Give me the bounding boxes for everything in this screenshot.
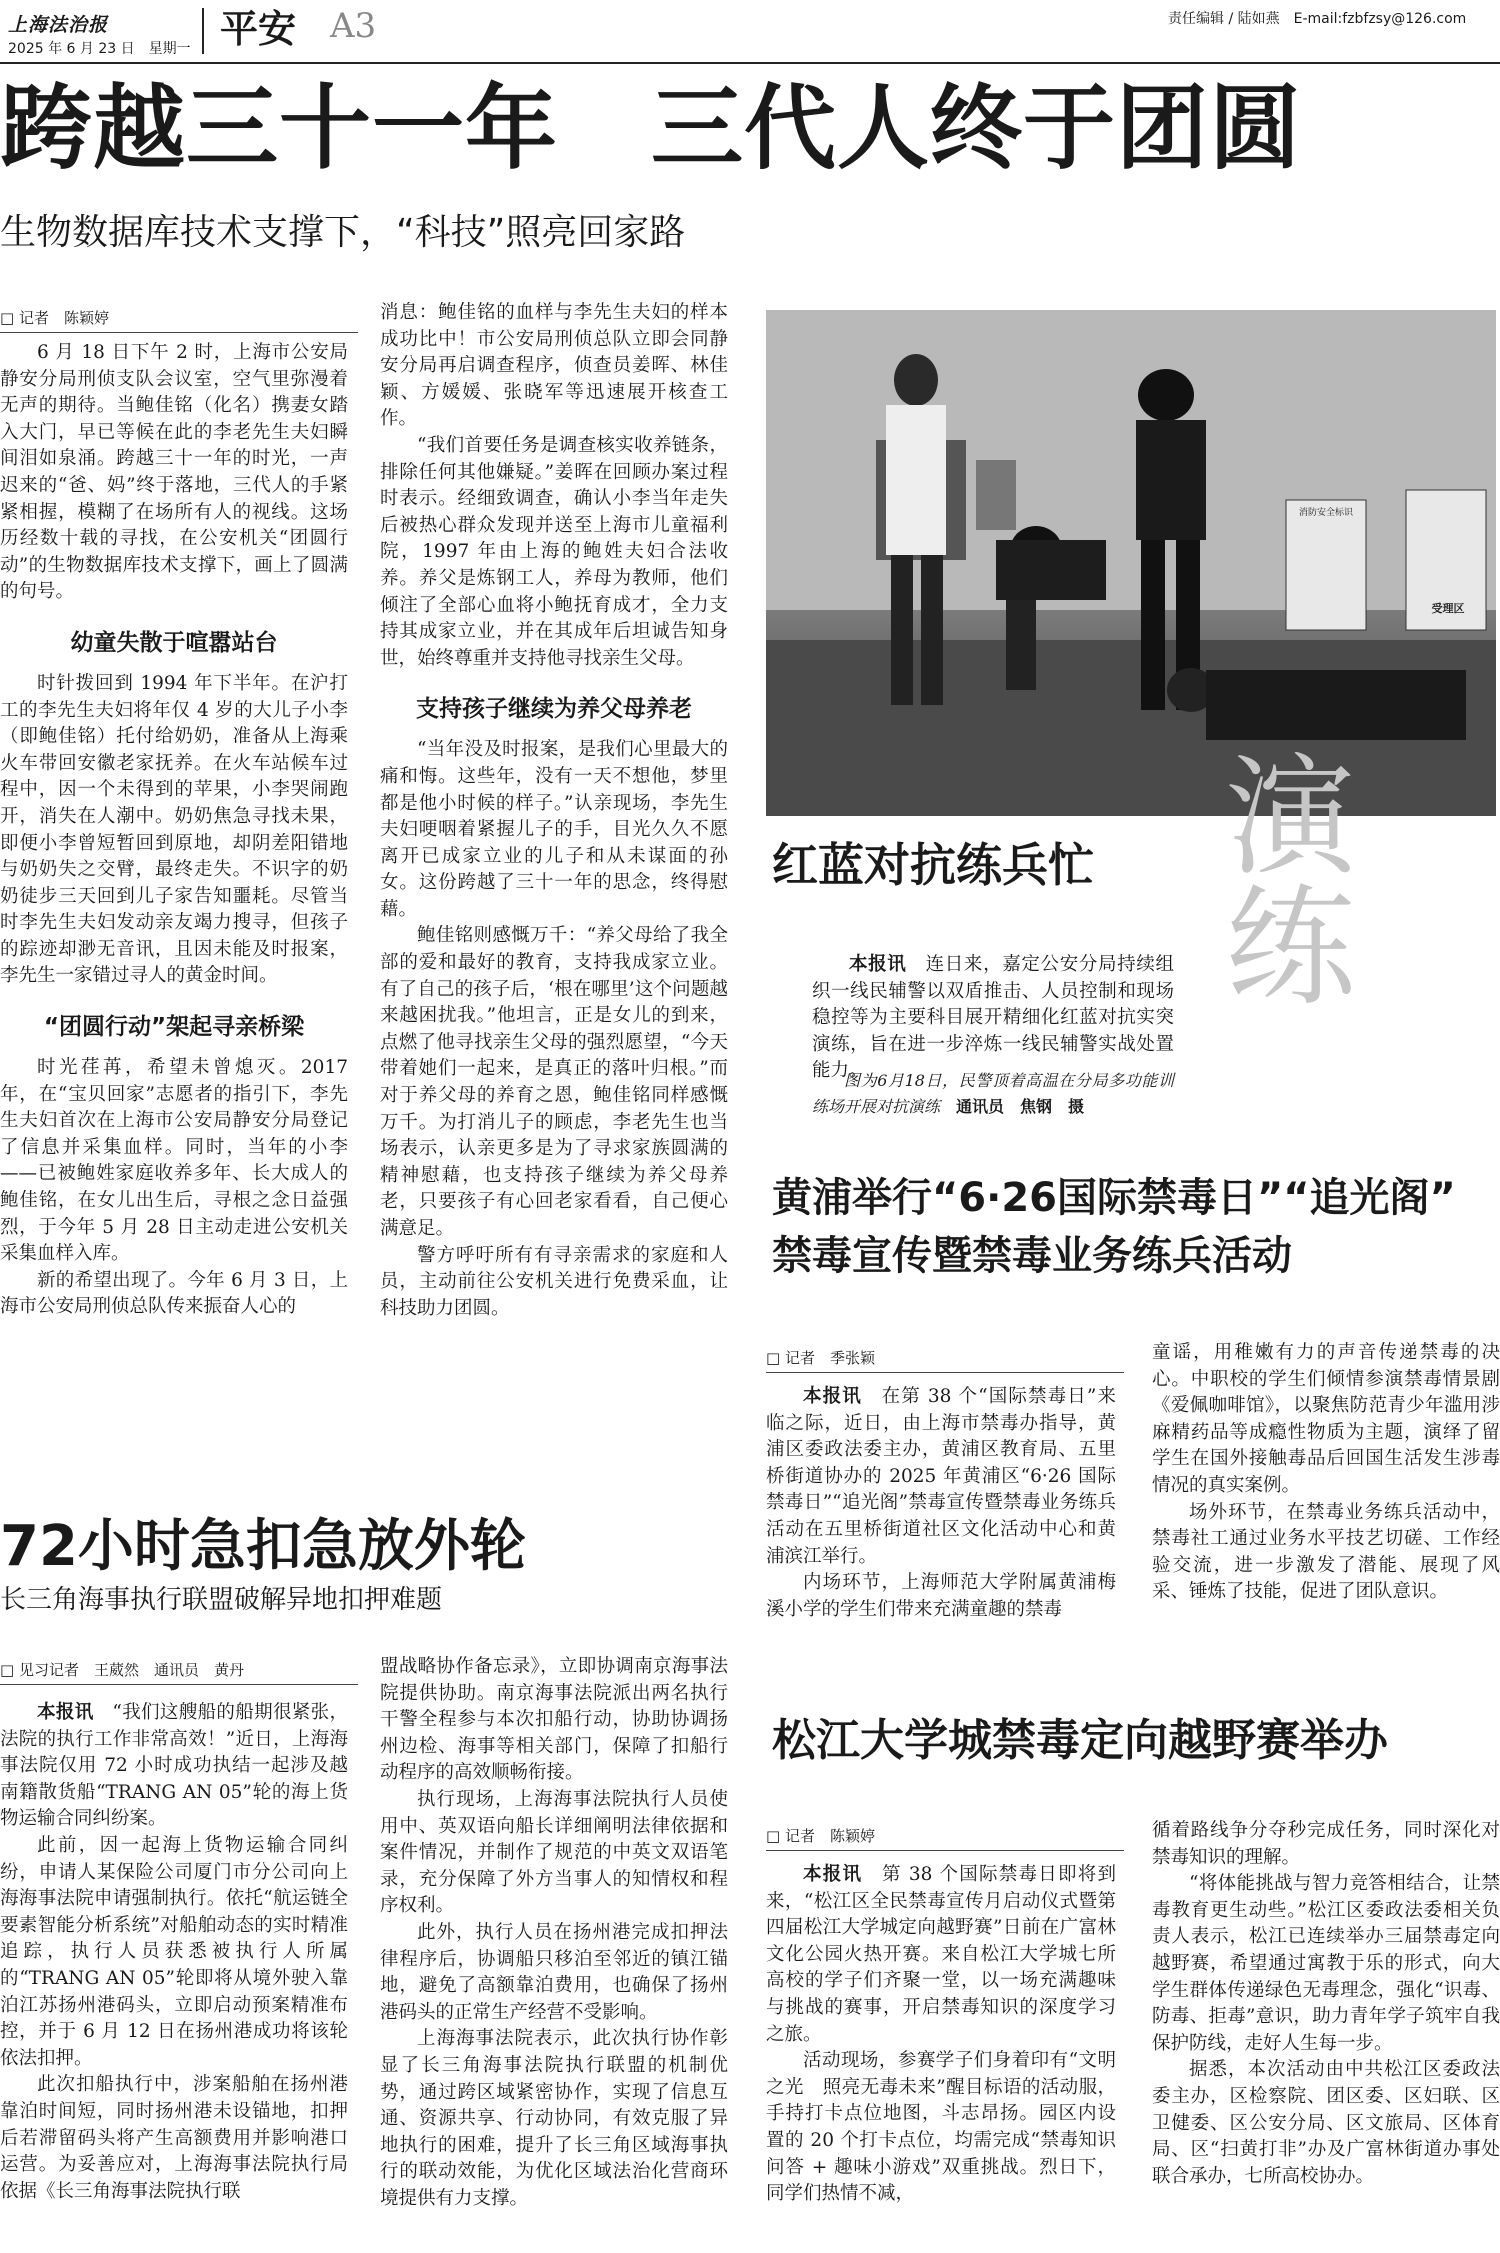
a3-byline: □ 记者 季张颖	[766, 1348, 1124, 1373]
a4-col2	[380, 1654, 728, 2248]
paragraph	[0, 1055, 348, 1268]
paragraph-text: 6 月 18 日下午 2 时，上海市公安局静安分局刑侦支队会议室，空气里弥漫着无声的期待。当鲍佳铭（化名）携妻女踏入大门，早已等候在此的李老先生夫妇瞬间泪如泉涌。跨越三十一年的时光，一声迟来的“爸、妈”终于落地，三代人的手紧紧相握，模糊了在场所有人的视线。这场历经数十载的寻找，在公安机关“团圆行动”的生物数据库技术支撑下，画上了圆满的句号。	[0, 342, 348, 603]
sign-right: 受理区	[1431, 602, 1465, 615]
subheading: “团圆行动”架起寻亲桥梁	[43, 1014, 305, 1041]
a3-col2	[1152, 1340, 1500, 1670]
paragraph	[766, 1862, 1116, 2048]
masthead-rule	[0, 62, 1500, 64]
newspaper-logo: 上海法治报	[8, 14, 109, 36]
dateline-lead: 本报讯	[803, 1386, 862, 1407]
a4-col1	[0, 1700, 348, 2248]
paragraph-text: 活动现场，参赛学子们身着印有“文明之光 照亮无毒未来”醒目标语的活动服，手持打卡点位地图，斗志昂扬。园区内设置的 20 个打卡点位，均需完成“禁毒知识问答 + 趣味小游戏”双重挑战。烈日下，同学们热情不减，	[766, 2050, 1116, 2205]
paragraph-text: 在第 38 个“国际禁毒日”来临之际，近日，由上海市禁毒办指导，黄浦区委政法委主办，黄浦区教育局、五里桥街道协办的 2025 年黄浦区“6·26 国际禁毒日”“追光阁”禁毒宣传暨禁毒业务练兵活动在五里桥街道社区文化活动中心和黄浦滨江举行。	[766, 1386, 1116, 1567]
paragraph-text: 执行现场，上海海事法院执行人员使用中、英双语向船长详细阐明法律依据和案件情况，并制作了规范的中英文双语笔录，充分保障了外方当事人的知情权和程序权利。	[380, 1788, 728, 1917]
paragraph	[0, 671, 348, 990]
paragraph-text: 新的希望出现了。今年 6 月 3 日，上海市公安局刑侦总队传来振奋人心的	[0, 1269, 348, 1318]
paragraph-text: 据悉，本次活动由中共松江区委政法委主办，区检察院、团区委、区妇联、区卫健委、区公安分局、区文旅局、区体育局、区“扫黄打非”办及广富林街道办事处联合承办，七所高校协办。	[1152, 2059, 1500, 2187]
dateline-lead: 本报讯	[803, 1864, 863, 1885]
paragraph	[380, 1787, 728, 1920]
a4-subheadline: 长三角海事执行联盟破解异地扣押难题	[0, 1585, 443, 1615]
subheading: 支持孩子继续为养父母养老	[416, 696, 692, 723]
paragraph-text: 内场环节，上海师范大学附属黄浦梅溪小学的学生们带来充满童趣的禁毒	[766, 1572, 1116, 1620]
page-number: A3	[330, 6, 377, 46]
paragraph-text: 童谣，用稚嫩有力的声音传递禁毒的决心。中职校的学生们倾情参演禁毒情景剧《爱佩咖啡馆》，以聚焦防范青少年滥用涉麻精药品等成瘾性物质为主题，演绎了留学生在国外接触毒品后回国生活发生涉毒情况的真实案例。	[1152, 1342, 1500, 1496]
a1-headline: 跨越三十一年 三代人终于团圆	[0, 75, 1303, 182]
paragraph-text: 警方呼吁所有有寻亲需求的家庭和人员，主动前往公安机关进行免费采血，让科技助力团圆。	[380, 1244, 728, 1319]
a2-body	[812, 952, 1174, 1085]
paragraph-text: 此外，执行人员在扬州港完成扣押法律程序后，协调船只移泊至邻近的镇江锚地，避免了高额靠泊费用，也确保了扬州港码头的正常生产经营不受影响。	[380, 1921, 728, 2023]
a2-caption-text: 图为6月18日，民警顶着高温在分局多功能训练场开展对抗演练	[812, 1071, 1174, 1116]
a1-subheadline: 生物数据库技术支撑下，“科技”照亮回家路	[0, 212, 686, 253]
a4-headline: 72小时急扣急放外轮	[0, 1514, 526, 1579]
paragraph	[380, 923, 728, 1242]
paragraph-text: 盟战略协作备忘录》，立即协调南京海事法院提供协助。南京海事法院派出两名执行干警全程参与本次扣船行动，协助协调扬州边检、海事等相关部门，保障了扣船行动程序的高效顺畅衔接。	[380, 1656, 728, 1784]
dateline-lead: 本报讯	[37, 1702, 94, 1723]
paragraph	[380, 1920, 728, 2026]
paragraph-text: “我们这艘船的船期很紧张，法院的执行工作非常高效！”近日，上海海事法院仅用 72 小时成功执结一起涉及越南籍散货船“TRANG AN 05”轮的海上货物运输合同纠纷案。	[0, 1702, 348, 1830]
paragraph-text: 消息：鲍佳铭的血样与李先生夫妇的样本成功比中！市公安局刑侦总队立即会同静安分局再启调查程序，侦查员姜晖、林佳颖、方媛媛、张晓军等迅速展开核查工作。	[380, 302, 728, 430]
paragraph	[380, 2026, 728, 2212]
a3-col1	[766, 1384, 1116, 1664]
paragraph-text: 上海海事法院表示，此次执行协作彰显了长三角海事法院执行联盟的机制优势，通过跨区域紧密协作，实现了信息互通、资源共享、行动协同，有效克服了异地执行的困难，提升了长三角区域海事执行的联动效能，为优化区域法治化营商环境提供有力支撑。	[380, 2028, 728, 2209]
paragraph-text: “将体能挑战与智力竞答相结合，让禁毒教育更生动些。”松江区委政法委相关负责人表示，松江已连续举办三届禁毒定向越野赛，希望通过寓教于乐的形式，向大学生群体传递绿色无毒理念，强化“识毒、防毒、拒毒”意识，助力青年学子筑牢自我保护防线，走好人生每一步。	[1152, 1873, 1500, 2054]
paragraph	[766, 2048, 1116, 2208]
paragraph	[1152, 1818, 1500, 1871]
paragraph	[1152, 1340, 1500, 1500]
a1-col1	[0, 340, 348, 1520]
paragraph-text: 第 38 个国际禁毒日即将到来，“松江区全民禁毒宣传月启动仪式暨第四届松江大学城定向越野赛”日前在广富林文化公园火热开赛。来自松江大学城七所高校的学子们齐聚一堂，以一场充满趣味与挑战的赛事，开启禁毒知识的深度学习之旅。	[766, 1864, 1116, 2045]
sign-left: 消防安全标识	[1298, 508, 1353, 518]
paragraph-text: 场外环节，在禁毒业务练兵活动中，禁毒社工通过业务水平技艺切磋、工作经验交流，进一步激发了潜能、展现了风采、锤炼了技能，促进了团队意识。	[1152, 1501, 1500, 1603]
paragraph	[380, 1243, 728, 1323]
a3-headline-1: 黄浦举行“6·26国际禁毒日”“追光阁”	[772, 1175, 1456, 1221]
deco-vertical-text: 演练	[1204, 748, 1356, 1008]
a5-col2	[1152, 1818, 1500, 2248]
paragraph	[0, 1833, 348, 2072]
paragraph	[380, 737, 728, 923]
a4-byline: □ 见习记者 王葳然 通讯员 黄丹	[0, 1660, 358, 1685]
paragraph-text: “当年没及时报案，是我们心里最大的痛和悔。这些年，没有一天不想他，梦里都是他小时候的样子。”认亲现场，李先生夫妇哽咽着紧握儿子的手，目光久久不愿离开已成家立业的儿子和从未谋面的孙女。这份跨越了三十一年的思念，终得慰藉。	[380, 739, 728, 920]
a1-byline: □ 记者 陈颖婷	[0, 308, 358, 333]
subheading: 幼童失散于喧嚣站台	[70, 629, 278, 656]
a5-byline: □ 记者 陈颖婷	[766, 1826, 1124, 1851]
paragraph	[380, 1654, 728, 1787]
paragraph	[766, 1384, 1116, 1570]
paragraph-text: 此前，因一起海上货物运输合同纠纷，申请人某保险公司厦门市分公司向上海海事法院申请强制执行。依托“航运链全要素智能分析系统”对船舶动态的实时精准追踪，执行人员获悉被执行人所属的“TRANG AN 05”轮即将从境外驶入靠泊江苏扬州港码头，立即启动预案精准布控，并于 6 月 12 日在扬州港成功将该轮依法扣押。	[0, 1834, 348, 2069]
paragraph	[380, 433, 728, 672]
a5-headline: 松江大学城禁毒定向越野赛举办	[772, 1715, 1388, 1766]
a5-col1	[766, 1862, 1116, 2248]
a2-credit: 通讯员 焦钢 摄	[956, 1097, 1085, 1116]
a2-headline: 红蓝对抗练兵忙	[772, 838, 1094, 892]
paragraph	[1152, 2057, 1500, 2190]
editor-info: 责任编辑 / 陆如燕 E-mail:fzbfzsy@126.com	[1168, 11, 1467, 27]
paragraph	[0, 2072, 348, 2205]
paragraph	[766, 1570, 1116, 1623]
masthead-divider	[202, 8, 204, 54]
section-name: 平安	[220, 7, 297, 51]
issue-date: 2025 年 6 月 23 日 星期一	[8, 41, 191, 57]
a1-col2	[380, 300, 728, 1420]
paragraph	[0, 1268, 348, 1321]
training-photo	[766, 310, 1496, 816]
paragraph-text: 时针拨回到 1994 年下半年。在沪打工的李先生夫妇将年仅 4 岁的大儿子小李（即鲍佳铭）托付给奶奶，准备从上海乘火车带回安徽老家抚养。在火车站候车过程中，因一个未得到的苹果，小李哭闹跑开，消失在人潮中。奶奶焦急寻找未果，即便小李曾短暂回到原地，却阴差阳错地与奶奶失之交臂，最终走失。不识字的奶奶徒步三天回到儿子家告知噩耗。尽管当时李先生夫妇发动亲友竭力搜寻，但孩子的踪迹却渺无音讯，且因未能及时报案，李先生一家错过寻人的黄金时间。	[0, 672, 348, 987]
paragraph	[0, 1700, 348, 1833]
training-scene	[766, 310, 1496, 816]
paragraph-text: 循着路线争分夺秒完成任务，同时深化对禁毒知识的理解。	[1152, 1820, 1500, 1868]
paragraph-text: 时光荏苒，希望未曾熄灭。2017 年，在“宝贝回家”志愿者的指引下，李先生夫妇首次在上海市公安局静安分局登记了信息并采集血样。同时，当年的小李——已被鲍姓家庭收养多年、长大成人的鲍佳铭，在女儿出生后，寻根之念日益强烈，于今年 5 月 28 日主动走进公安机关采集血样入库。	[0, 1057, 348, 1265]
paragraph	[380, 300, 728, 433]
masthead	[0, 0, 1500, 60]
paragraph	[1152, 1500, 1500, 1606]
a2-text: 连日来，嘉定公安分局持续组织一线民辅警以双盾推击、人员控制和现场稳控等为主要科目展开精细化红蓝对抗实突演练，旨在进一步淬炼一线民辅警实战处置能力。	[812, 954, 1174, 1082]
paragraph	[1152, 1871, 1500, 2057]
paragraph-text: “我们首要任务是调查核实收养链条，排除任何其他嫌疑。”姜晖在回顾办案过程时表示。经细致调查，确认小李当年走失后被热心群众发现并送至上海市儿童福利院，1997 年由上海的鲍姓夫妇合法收养。养父是炼钢工人，养母为教师，他们倾注了全部心血将小鲍抚育成才，全力支持其成家立业，并在其成年后坦诚告知身世，始终尊重并支持他寻找亲生父母。	[380, 434, 728, 669]
a3-headline-2: 禁毒宣传暨禁毒业务练兵活动	[772, 1233, 1292, 1279]
paragraph-text: 此次扣船执行中，涉案船舶在扬州港靠泊时间短，同时扬州港未设锚地，扣押后若滞留码头将产生高额费用并影响港口运营。为妥善应对，上海海事法院执行局依据《长三角海事法院执行联	[0, 2074, 348, 2202]
a2-caption	[812, 1068, 1174, 1120]
paragraph-text: 鲍佳铭则感慨万千：“养父母给了我全部的爱和最好的教育，支持我成家立业。有了自己的孩子后，‘根在哪里’这个问题越来越困扰我。”他坦言，正是女儿的到来，点燃了他寻找亲生父母的强烈愿望，“今天带着她们一起来，是真正的落叶归根。”而对于养父母的养育之恩，鲍佳铭同样感慨万千。为打消儿子的顾虑，李老先生也当场表示，认亲更多是为了寻求家族圆满的精神慰藉，也支持孩子继续为养父母养老，只要孩子有心回老家看看，自己便心满意足。	[380, 925, 728, 1239]
paragraph	[0, 340, 348, 606]
a2-lead: 本报讯	[849, 954, 907, 975]
